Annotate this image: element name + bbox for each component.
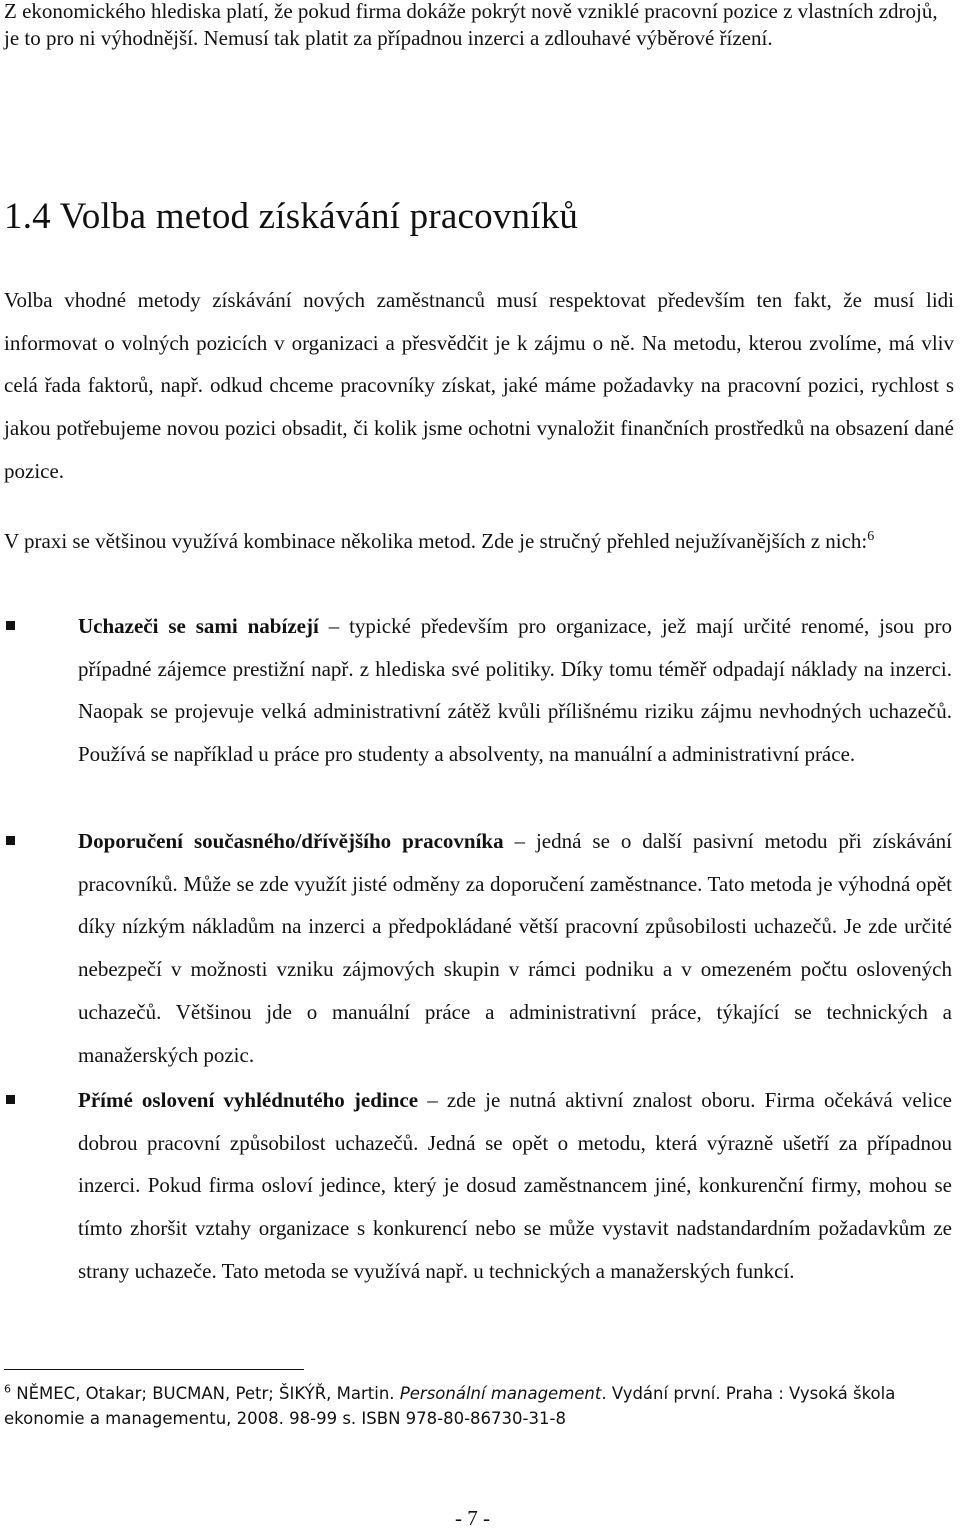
intro-paragraph: Z ekonomického hlediska platí, že pokud firma dokáže pokrýt nově vzniklé pracovní pozice z vlastních zdrojů, je to pro ni výhodnější. Nemusí tak platit za případnou inzerci a zdlouhavé výběrové řízení. [4, 0, 938, 50]
square-bullet-icon [6, 621, 15, 630]
list-item-description: – zde je nutná aktivní znalost oboru. Firma očekává velice dobrou pracovní způsobilost uchazečů. Jedná se opět o metodu, která výrazně ušetří za případnou inzerci. Pokud firma osloví jedince, který je dosud zaměstnancem jiné, konkurenční firmy, mohou se tímto zhoršit vztahy organizace s konkurencí nebo se může vystavit nadstandardním požadavkům ze strany uchazeče. Tato metoda se využívá např. u technických a manažerských funkcí. [78, 1088, 952, 1283]
footnote-separator [4, 1369, 304, 1370]
paragraph2-text: V praxi se většinou využívá kombinace několika metod. Zde je stručný přehled nejužívanějších z nich: [4, 529, 868, 553]
square-bullet-icon [6, 1095, 15, 1104]
list-item-term: Doporučení současného/dřívějšího pracovníka [78, 829, 504, 853]
section-heading: 1.4 Volba metod získávání pracovníků [4, 196, 579, 237]
body-paragraph: Volba vhodné metody získávání nových zaměstnanců musí respektovat především ten fakt, že musí lidi informovat o volných pozicích v organizaci a přesvědčit je k zájmu o ně. Na metodu, kterou zvolíme, má vliv celá řada faktorů, např. odkud chceme pracovníky získat, jaké máme požadavky na pracovní pozici, rychlost s jakou potřebujeme novou pozici obsadit, či kolik jsme ochotni vynaložit finančních prostředků na obsazení dané pozice. [4, 288, 954, 483]
list-item-description: – jedná se o další pasivní metodu při získávání pracovníků. Může se zde využít jisté odměny za doporučení zaměstnance. Tato metoda je výhodná opět díky nízkým nákladům na inzerci a předpokládané větší pracovní způsobilosti uchazečů. Je zde určité nebezpečí v možnosti vzniku zájmových skupin v rámci podniku a v omezeném počtu oslovených uchazečů. Většinou jde o manuální práce a administrativní práce, týkající se technických a manažerských pozic. [78, 829, 952, 1067]
page-number: - 7 - [455, 1506, 490, 1530]
body-paragraph-2 [4, 520, 954, 563]
list-item-text [78, 1079, 952, 1293]
list-item-term: Uchazeči se sami nabízejí [78, 614, 319, 638]
list-item-description: – typické především pro organizace, jež mají určité renomé, jsou pro případné zájemce prestižní např. z hlediska své politiky. Díky tomu téměř odpadají náklady na inzerci. Naopak se projevuje velká administrativní zátěž kvůli přílišnému riziku zájmu nevhodných uchazečů. Používá se například u práce pro studenty a absolventy, na manuální a administrativní práce. [78, 614, 952, 767]
footnote [4, 1381, 924, 1431]
footnote-authors: NĚMEC, Otakar; BUCMAN, Petr; ŠIKÝŘ, Martin. [11, 1384, 400, 1403]
list-item-term: Přímé oslovení vyhlédnutého jedince [78, 1088, 419, 1112]
square-bullet-icon [6, 836, 15, 845]
footnote-number: 6 [4, 1382, 11, 1396]
footnote-details: . Vydání první. Praha : Vysoká škola ekonomie a managementu, 2008. 98-99 s. ISBN 978-80-86730-31-8 [4, 1384, 896, 1428]
footnote-reference[interactable]: 6 [867, 529, 875, 544]
list-item-text [78, 605, 952, 776]
footnote-title: Personální management [399, 1384, 602, 1403]
list-item-text [78, 820, 952, 1076]
